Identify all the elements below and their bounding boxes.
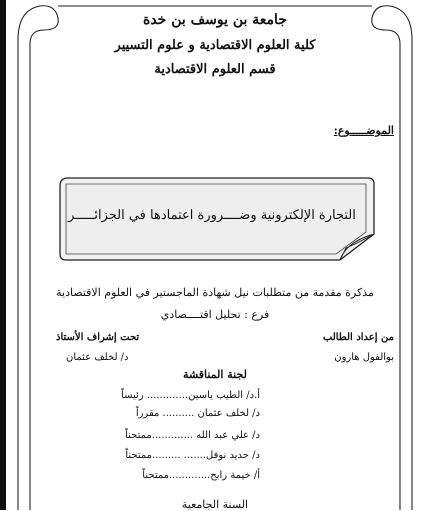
faculty-name: كلية العلوم الاقتصادية و علوم التسيير — [114, 38, 316, 53]
committee-member: أ.د/ الطيب ياسين............. رئيساً — [121, 390, 260, 401]
supervisor-label: تحت إشراف الأستاذ — [56, 332, 140, 343]
committee-member: د/ لخلف عثمان .......... مقرراً — [135, 408, 260, 419]
department-name: قسم العلوم الاقتصادية — [154, 62, 276, 77]
committee-member: د/ حديد نوفل....... .........ممتحناً — [125, 450, 260, 461]
supervisor-name: د/ لخلف عثمان — [66, 352, 129, 363]
thesis-title: التجارة الإلكترونية وضــــرورة اعتمادها في الجزائـــــر — [68, 208, 356, 223]
academic-year-label: السنة الجامعية — [181, 498, 249, 511]
student-label: من إعداد الطالب — [322, 332, 394, 343]
degree-line: مذكرة مقدمة من متطلبات نيل شهادة الماجستير في العلوم الاقتصادية — [56, 286, 374, 299]
subject-label: الموضـــــوع: — [333, 124, 394, 137]
committee-member: د/ علي عبد الله .............ممتحناً — [125, 430, 260, 441]
university-name: جامعة بن يوسف بن خدة — [143, 12, 287, 28]
branch-line: فرع : تحليل اقتــــصادي — [160, 308, 270, 321]
committee-title: لجنة المناقشة — [183, 368, 247, 381]
committee-member: أ/ خيمة رابح.............ممتحناً — [142, 470, 260, 481]
student-name: بوالفول هارون — [334, 352, 394, 363]
